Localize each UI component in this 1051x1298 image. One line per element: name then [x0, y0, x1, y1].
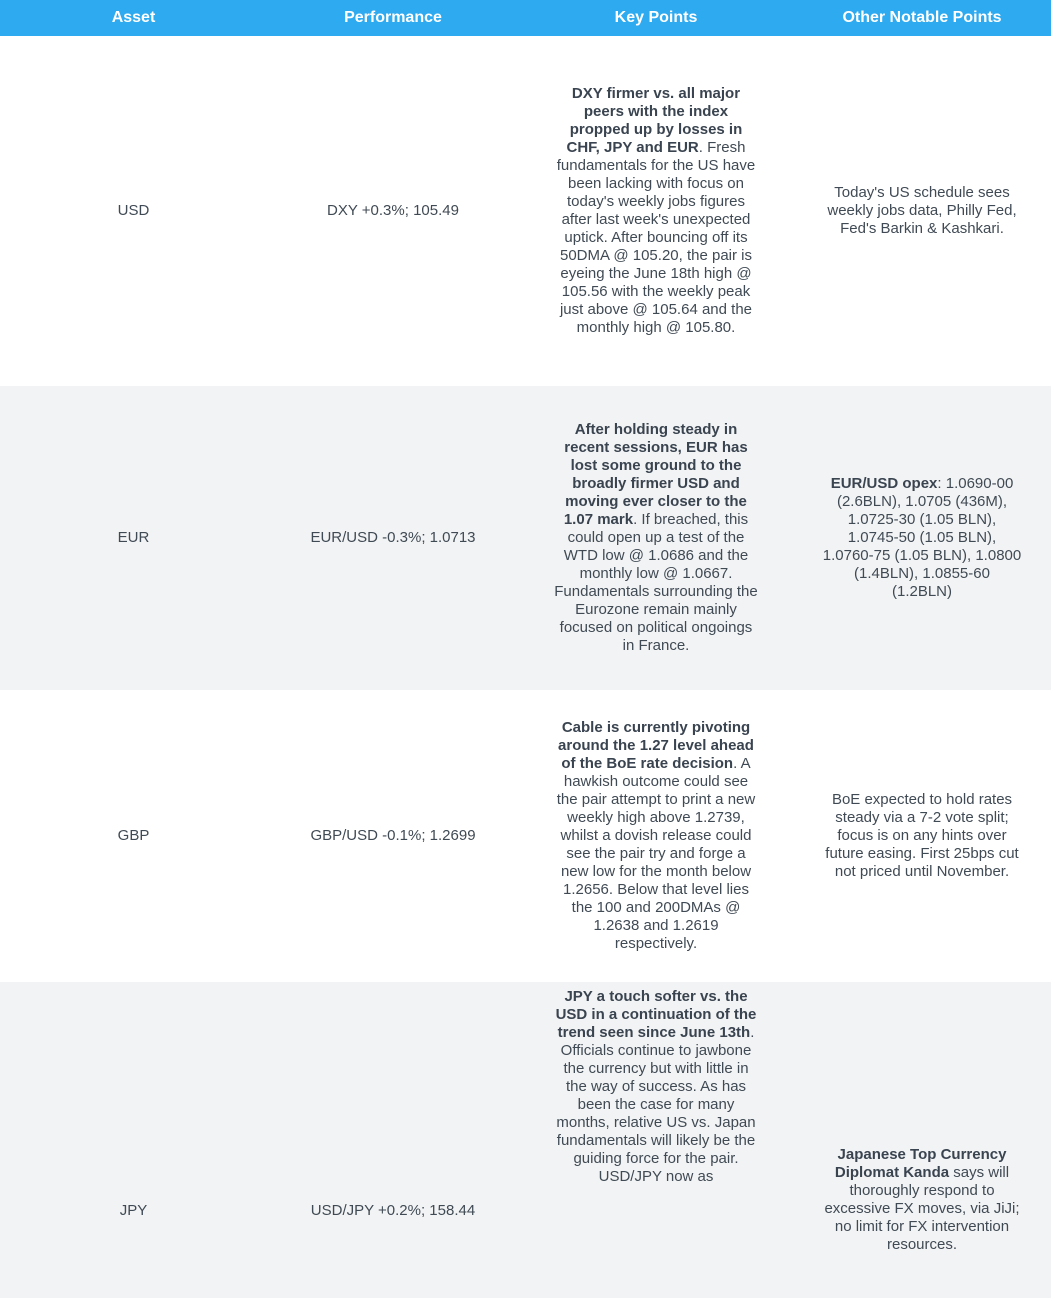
other-notable-points-highlight: Japanese Top Currency Diplomat Kanda — [835, 1146, 1007, 1181]
other-notable-points-cell — [793, 37, 1051, 386]
other-notable-points-cell — [793, 386, 1051, 691]
other-notable-points-cell — [793, 691, 1051, 982]
key-points-cell — [519, 982, 793, 1298]
table-row-gbp — [0, 691, 1051, 982]
key-points-cell — [519, 386, 793, 691]
performance-cell — [267, 37, 519, 386]
key-points-text: . A hawkish outcome could see the pair attempt to print a new weekly high above 1.2739, whilst a dovish release could see the pair try and forge a new low for the month below 1.2656. Below that level lies the 100 and 200DMAs @ 1.2638 and 1.2619 respectively. — [557, 755, 755, 952]
key-points-highlight: After holding steady in recent sessions, EUR has lost some ground to the broadly firmer USD and moving ever closer to the 1.07 mark — [564, 421, 748, 528]
asset-cell — [0, 982, 267, 1298]
asset-name: JPY — [0, 982, 267, 1220]
key-points-cell — [519, 691, 793, 982]
performance-cell — [267, 386, 519, 691]
key-points-cell — [519, 37, 793, 386]
column-header-asset: Asset — [0, 0, 267, 37]
key-points-highlight: JPY a touch softer vs. the USD in a continuation of the trend seen since June 13th — [556, 988, 757, 1041]
other-notable-points-highlight: EUR/USD opex — [831, 475, 938, 492]
key-points-highlight: DXY firmer vs. all major peers with the index propped up by losses in CHF, JPY and EUR — [567, 85, 743, 156]
other-notable-points-cell — [793, 982, 1051, 1298]
table-row-usd — [0, 37, 1051, 386]
performance-cell — [267, 982, 519, 1298]
asset-cell — [0, 37, 267, 386]
asset-name: USD — [118, 202, 150, 219]
other-notable-points-text: says will thoroughly respond to excessive FX moves, via JiJi; no limit for FX intervention resources. — [824, 1164, 1019, 1253]
other-notable-points-text: : 1.0690-00 (2.6BLN), 1.0705 (436M), 1.0725-30 (1.05 BLN), 1.0745-50 (1.05 BLN), 1.0760-75 (1.05 BLN), 1.0800 (1.4BLN), 1.0855-60 (1.2BLN) — [823, 475, 1021, 600]
asset-cell — [0, 386, 267, 691]
table-header-row — [0, 0, 1051, 37]
key-points-highlight: Cable is currently pivoting around the 1.27 level ahead of the BoE rate decision — [558, 719, 754, 772]
performance-value: EUR/USD -0.3%; 1.0713 — [310, 529, 475, 546]
performance-cell — [267, 691, 519, 982]
key-points-text: . Fresh fundamentals for the US have been lacking with focus on today's weekly jobs figures after last week's unexpected uptick. After bouncing off its 50DMA @ 105.20, the pair is eyeing the June 18th high @ 105.56 with the weekly peak just above @ 105.64 and the monthly high @ 105.80. — [557, 139, 755, 336]
column-header-performance: Performance — [267, 0, 519, 37]
performance-value: GBP/USD -0.1%; 1.2699 — [310, 827, 475, 844]
asset-name: EUR — [118, 529, 150, 546]
column-header-key-points: Key Points — [519, 0, 793, 37]
key-points-text: . If breached, this could open up a test of the WTD low @ 1.0686 and the monthly low @ 1.0667. Fundamentals surrounding the Eurozone remain mainly focused on political ongoings in France. — [554, 511, 757, 654]
table-row-jpy — [0, 982, 1051, 1298]
performance-value: USD/JPY +0.2%; 158.44 — [267, 982, 519, 1220]
table-row-eur — [0, 386, 1051, 691]
column-header-other-notable-points: Other Notable Points — [793, 0, 1051, 37]
other-notable-points-text: Today's US schedule sees weekly jobs data, Philly Fed, Fed's Barkin & Kashkari. — [827, 184, 1016, 237]
asset-name: GBP — [118, 827, 150, 844]
other-notable-points-text: BoE expected to hold rates steady via a 7-2 vote split; focus is on any hints over future easing. First 25bps cut not priced until November. — [825, 791, 1018, 880]
performance-value: DXY +0.3%; 105.49 — [327, 202, 459, 219]
asset-cell — [0, 691, 267, 982]
key-points-text: . Officials continue to jawbone the currency but with little in the way of success. As has been the case for many months, relative US vs. Japan fundamentals will likely be the guiding force for the pair. USD/JPY now as — [556, 1024, 755, 1185]
